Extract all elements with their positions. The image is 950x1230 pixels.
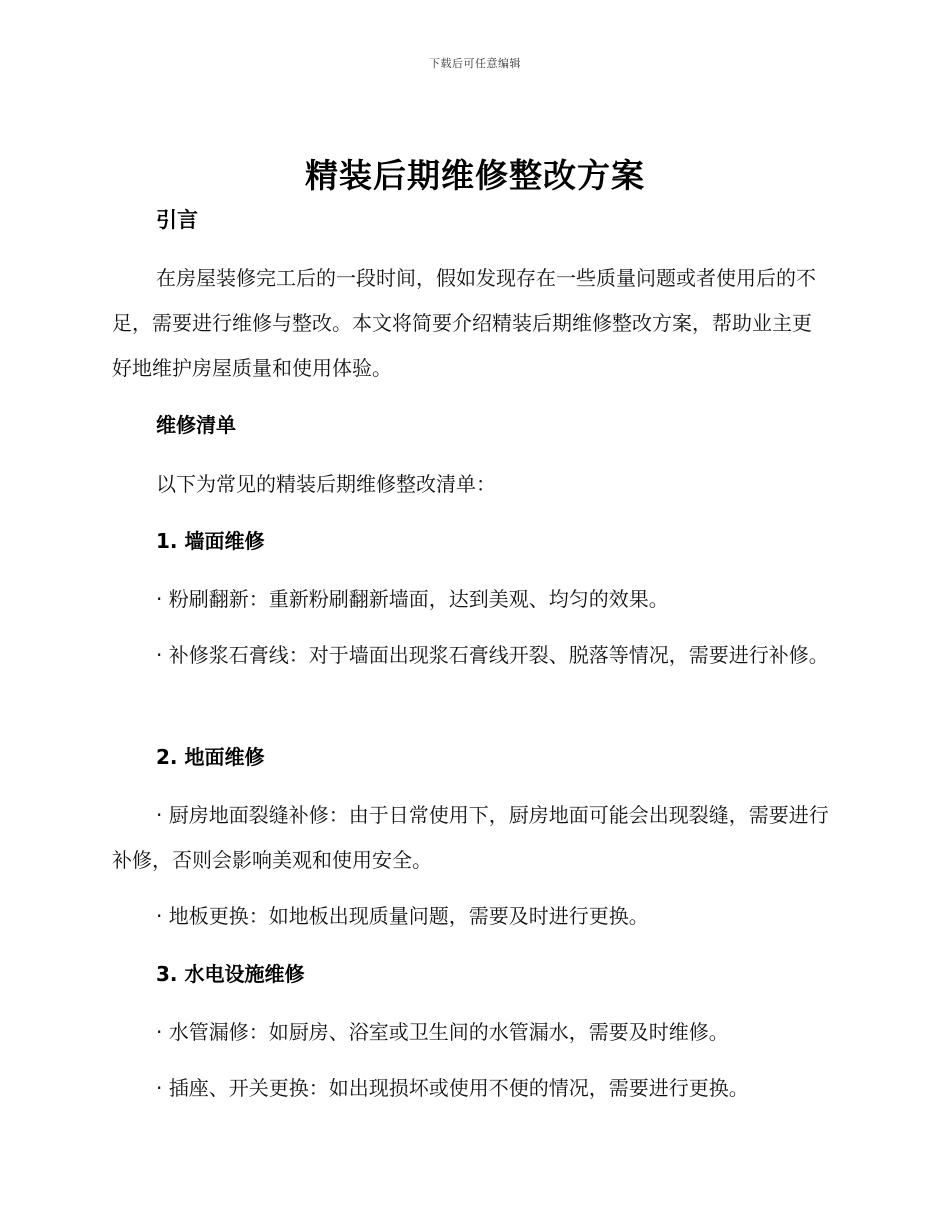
list-item: · 补修浆石膏线：对于墙面出现浆石膏线开裂、脱落等情况，需要进行补修。 [156,643,829,667]
intro-paragraph: 在房屋装修完工后的一段时间，假如发现存在一些质量问题或者使用后的不足，需要进行维修与整改。本文将简要介绍精装后期维修整改方案，帮助业主更好地维护房屋质量和使用体验。 [112,266,816,380]
section-heading-floor: 2. 地面维修 [156,745,265,769]
list-item: · 水管漏修：如厨房、浴室或卫生间的水管漏水，需要及时维修。 [156,1020,729,1044]
intro-heading: 引言 [156,208,198,232]
page-header-note: 下载后可任意编辑 [429,57,521,70]
repair-list-heading: 维修清单 [156,413,236,437]
list-item: · 插座、开关更换：如出现损坏或使用不便的情况，需要进行更换。 [156,1076,749,1100]
section-heading-utilities: 3. 水电设施维修 [156,962,305,986]
list-item: · 地板更换：如地板出现质量问题，需要及时进行更换。 [156,904,649,928]
section-heading-wall: 1. 墙面维修 [156,529,265,553]
list-item: · 粉刷翻新：重新粉刷翻新墙面，达到美观、均匀的效果。 [156,587,669,611]
repair-list-intro: 以下为常见的精装后期维修整改清单： [156,472,496,496]
document-title: 精装后期维修整改方案 [305,156,645,195]
list-item: · 厨房地面裂缝补修：由于日常使用下，厨房地面可能会出现裂缝，需要进行补修，否则会影响美观和使用安全。 [112,803,829,872]
